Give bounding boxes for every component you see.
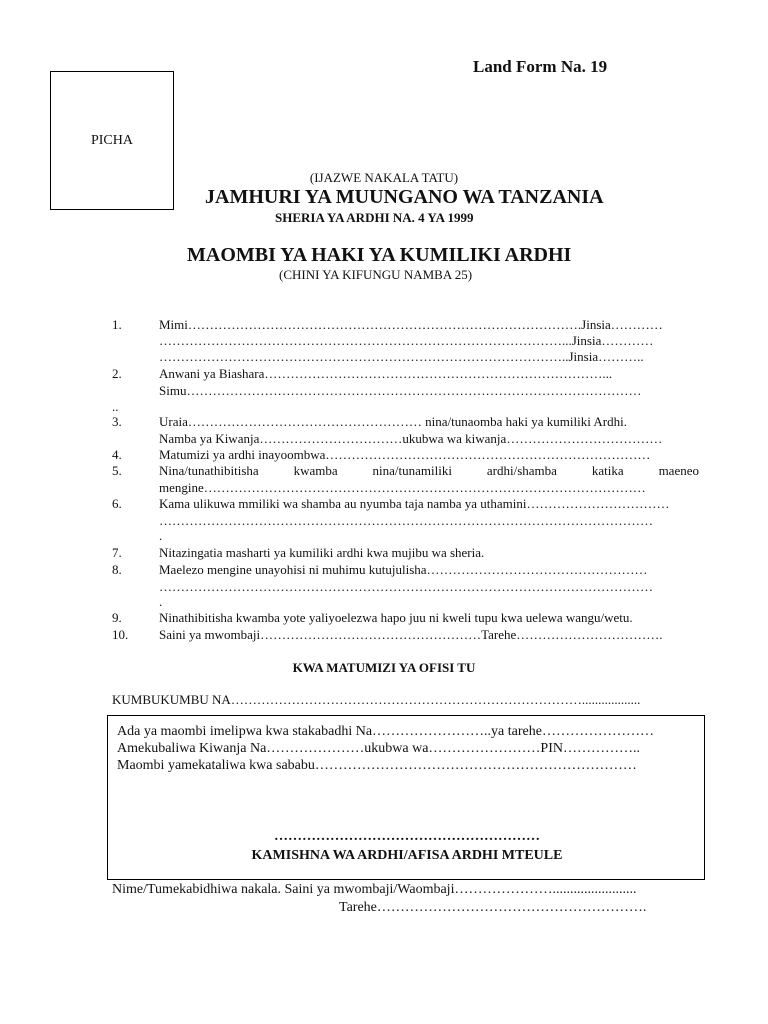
date-line[interactable]: Tarehe………………………………………………….	[339, 900, 647, 915]
form-subtitle: (CHINI YA KIFUNGU NAMBA 25)	[279, 267, 473, 282]
applicant-signature-line[interactable]: Saini ya mwombaji……………………………………………Tarehe…………………………….	[159, 627, 663, 642]
plot-approved-line[interactable]: Amekubaliwa Kiwanja Na…………………ukubwa wa……………………PIN……………..	[117, 741, 640, 756]
name-line-3[interactable]: …………………………………………………………………………………..Jinsia………..	[159, 349, 644, 364]
compliance-statement: Nitazingatia masharti ya kumiliki ardhi kwa mujibu wa sheria.	[159, 545, 485, 560]
name-line[interactable]: Mimi……………………………………………………………………………….Jinsia…………	[159, 317, 663, 332]
statement-word: Nina/tunathibitisha	[159, 463, 259, 478]
country-heading: JAMHURI YA MUUNGANO WA TANZANIA	[205, 186, 604, 208]
item-number-6: 6.	[112, 496, 122, 511]
item-number-10: 10.	[112, 627, 129, 642]
continuation-dots: ..	[112, 399, 119, 414]
copy-received-line[interactable]: Nime/Tumekabidhiwa nakala. Saini ya mwombaji/Waombaji…………………........................	[112, 882, 637, 897]
statement-word: ardhi/shamba	[486, 463, 557, 478]
continuation-dot: .	[159, 594, 163, 609]
commissioner-signature-line[interactable]: …………………………………………………	[274, 829, 540, 844]
rejection-reason-line[interactable]: Maombi yamekataliwa kwa sababu……………………………………………………………	[117, 758, 637, 773]
law-reference: SHERIA YA ARDHI NA. 4 YA 1999	[275, 210, 474, 225]
statement-word: katika	[591, 463, 624, 478]
item-number-9: 9.	[112, 610, 122, 625]
declaration-statement: Ninathibitisha kwamba yote yaliyoelezwa hapo juu ni kweli tupu kwa uelewa wangu/wetu.	[159, 610, 633, 625]
copies-instruction: (IJAZWE NAKALA TATU)	[309, 170, 459, 185]
statement-word: nina/tunamiliki	[372, 463, 452, 478]
form-number: Land Form Na. 19	[473, 57, 608, 76]
land-use-line[interactable]: Matumizi ya ardhi inayoombwa…………………………………………………………………	[159, 447, 651, 462]
continuation-dot: .	[159, 528, 163, 543]
item-number-4: 4.	[112, 447, 122, 462]
item-number-3: 3.	[112, 414, 122, 429]
other-land-line[interactable]: mengine…………………………………………………………………………………………	[159, 480, 646, 495]
statement-word: kwamba	[293, 463, 338, 478]
reference-number-line[interactable]: KUMBUKUMBU NA………………………………………………………………………..................	[112, 692, 641, 707]
item-number-1: 1.	[112, 317, 122, 332]
item-number-8: 8.	[112, 562, 122, 577]
office-use-heading: KWA MATUMIZI YA OFISI TU	[292, 660, 476, 675]
name-line-2[interactable]: …………………………………………………………………………………...Jinsia…………	[159, 333, 654, 348]
business-address-line[interactable]: Anwani ya Biashara……………………………………………………………………...	[159, 366, 613, 381]
item-number-5: 5.	[112, 463, 122, 478]
statement-word: maeneo	[658, 463, 699, 478]
other-info-line-2[interactable]: ……………………………………………………………………………………………………	[159, 579, 653, 594]
form-title: MAOMBI YA HAKI YA KUMILIKI ARDHI	[187, 244, 572, 266]
item-number-7: 7.	[112, 545, 122, 560]
valuation-line-2[interactable]: ……………………………………………………………………………………………………	[159, 513, 653, 528]
photo-label: PICHA	[90, 133, 133, 148]
other-land-statement	[159, 463, 699, 479]
plot-number-line[interactable]: Namba ya Kiwanja……………………………ukubwa wa kiwanja………………………………	[159, 431, 663, 446]
office-box	[107, 715, 705, 880]
other-info-line[interactable]: Maelezo mengine unayohisi ni muhimu kutujulisha……………………………………………	[159, 562, 648, 577]
commissioner-title: KAMISHNA WA ARDHI/AFISA ARDHI MTEULE	[251, 848, 563, 863]
photo-box	[50, 71, 174, 210]
citizenship-line[interactable]: Uraia……………………………………………… nina/tunaomba haki ya kumiliki Ardhi.	[159, 414, 627, 429]
item-number-2: 2.	[112, 366, 122, 381]
fee-paid-line[interactable]: Ada ya maombi imelipwa kwa stakabadhi Na……………………..ya tarehe……………………	[117, 724, 654, 739]
phone-line[interactable]: Simu……………………………………………………………………………………………	[159, 383, 642, 398]
valuation-line[interactable]: Kama ulikuwa mmiliki wa shamba au nyumba taja namba ya uthamini……………………………	[159, 496, 670, 511]
